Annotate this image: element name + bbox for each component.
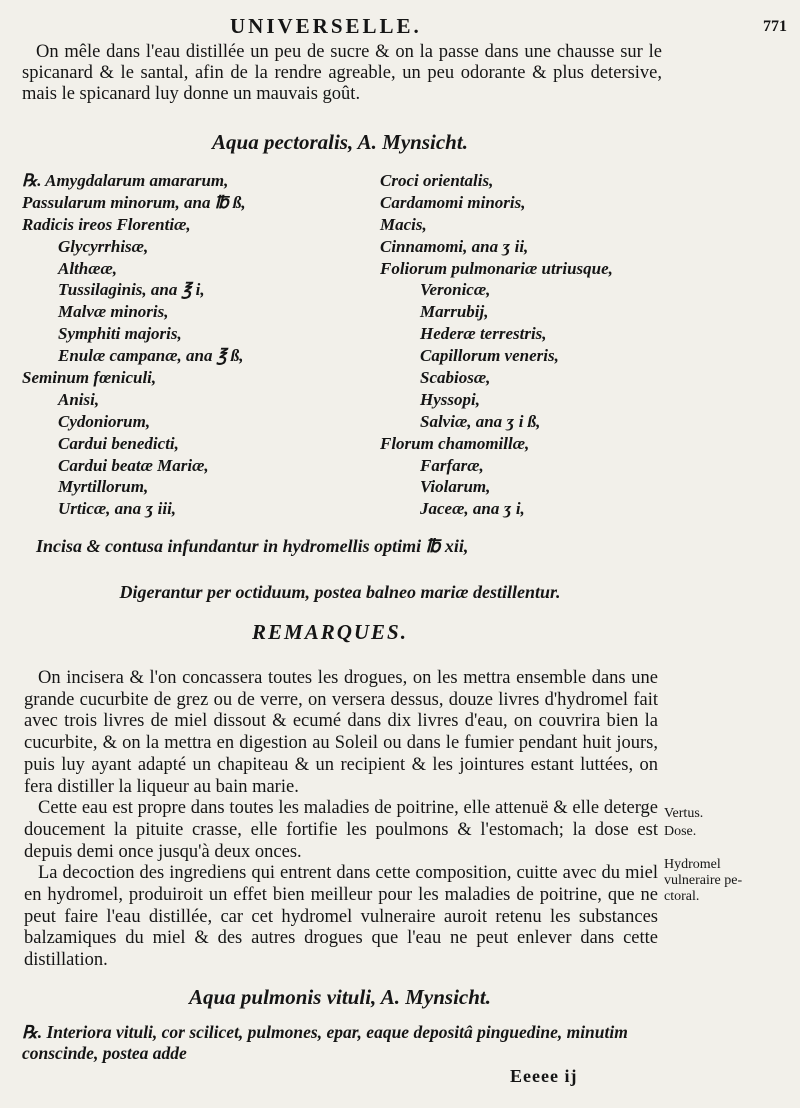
ingredient-item: Croci orientalis, — [380, 171, 494, 190]
ingredient-item: Anisi, — [58, 389, 100, 409]
ingredient-item: Malvæ minoris, — [58, 302, 169, 322]
intro-text: On mêle dans l'eau distillée un peu de sucre & on la passe dans une chausse sur le spicanard & le santal, afin de la rendre agreable, un peu odorante & plus detersive, mais le spicanard luy donne un mauvais goût. — [22, 42, 662, 104]
margin-note-hydromel: Hydromel — [664, 857, 721, 872]
ingredient-item: Salviæ, ana ʒ i ß, — [420, 411, 541, 431]
instruction-infusion: Incisa & contusa infundantur in hydromellis optimi ℔ xii, — [36, 536, 469, 556]
intro-paragraph — [22, 42, 662, 105]
ingredient-item: Cinnamomi, ana ʒ ii, — [380, 236, 529, 256]
margin-note-hydromel: ctoral. — [664, 889, 700, 904]
ingredient-item: Cardui beatæ Mariæ, — [58, 455, 209, 475]
ingredient-item: Urticæ, ana ʒ iii, — [58, 499, 177, 519]
ingredient-item: Capillorum veneris, — [420, 346, 559, 366]
page-header — [0, 12, 800, 40]
margin-note-dose: Dose. — [664, 824, 697, 839]
ingredient-item: Foliorum pulmonariæ utriusque, — [380, 258, 613, 278]
ingredient-item: Jaceæ, ana ʒ i, — [420, 499, 525, 519]
recipe-aqua-pulmonis-text — [22, 1022, 662, 1064]
ingredient-item: Althææ, — [58, 258, 118, 278]
ingredient-item: Marrubij, — [420, 302, 489, 322]
ingredients-list — [22, 170, 662, 530]
remarques-paragraph: On incisera & l'on concassera toutes les drogues, on les mettra ensemble dans une grande cucurbite de grez ou de verre, on versera dessus, douze livres d'hydromel fait avec trois livres de miel dissout & ecumé dans dix livres d'eau, on couvrira bien la cucurbite, & on la mettra en digestion au Soleil ou dans le fumier pendant huit jours, puis luy ayant adapté un chapiteau & un recipient & les jointures estant luttées, on fera distiller la liqueur au bain marie. — [24, 668, 658, 797]
remarques-paragraph: La decoction des ingrediens qui entrent dans cette composition, cuitte avec du miel en hydromel, produiroit un effet bien meilleur pour les maladies de poitrine, que ne peut faire l'eau distillée, car cet hydromel vulneraire auroit retenu les substances balzamiques du miel & des autres drogues que l'eau ne peut enlever dans cette distillation. — [24, 863, 658, 971]
ingredient-item: Cardamomi minoris, — [380, 192, 526, 212]
margin-note-hydromel: vulneraire pe- — [664, 873, 743, 888]
running-title: UNIVERSELLE. — [230, 14, 422, 38]
remarques-paragraph: Cette eau est propre dans toutes les maladies de poitrine, elle attenuë & elle deterge doucement la pituite crasse, elle fortifie les poulmons & l'estomach; la dose est depuis demi once jusqu'à deux onces. — [24, 798, 658, 862]
ingredient-item: Cydoniorum, — [58, 411, 151, 431]
ingredient-item: Veronicæ, — [420, 280, 491, 300]
instruction-distillation: Digerantur per octiduum, postea balneo mariæ destillentur. — [119, 582, 561, 602]
ingredient-item: Enulæ campanæ, ana ℥ ß, — [58, 346, 244, 366]
recipe-title-aqua-pulmonis: Aqua pulmonis vituli, A. Mynsicht. — [188, 985, 492, 1009]
ingredient-item: Myrtillorum, — [58, 477, 149, 497]
ingredient-item: Florum chamomillæ, — [380, 433, 530, 453]
ingredient-item: Farfaræ, — [420, 455, 484, 475]
ingredients-right-column — [380, 170, 680, 520]
ingredient-item: ℞. Amygdalarum amararum, — [22, 171, 229, 190]
ingredient-item: Passularum minorum, ana ℔ ß, — [22, 192, 246, 212]
remarques-body — [24, 668, 658, 972]
ingredient-item: Hyssopi, — [420, 389, 480, 409]
remarques-heading: REMARQUES. — [252, 620, 408, 644]
ingredient-item: Scabiosæ, — [420, 368, 491, 388]
ingredient-item: Hederæ terrestris, — [420, 324, 547, 344]
recipe-text: ℞. Interiora vituli, cor scilicet, pulmones, epar, eaque depositâ pinguedine, minutim conscinde, postea adde — [22, 1022, 628, 1063]
ingredient-item: Macis, — [380, 214, 427, 234]
ingredient-item: Seminum fœniculi, — [22, 368, 157, 388]
ingredient-item: Radicis ireos Florentiæ, — [22, 214, 191, 234]
ingredient-item: Glycyrrhisæ, — [58, 236, 149, 256]
ingredients-left-column — [22, 170, 362, 520]
margin-note-vertus: Vertus. — [664, 806, 704, 821]
ingredient-item: Tussilaginis, ana ℥ i, — [58, 280, 205, 300]
ingredient-item: Symphiti majoris, — [58, 324, 182, 344]
page-number: 771 — [763, 18, 787, 35]
ingredient-item: Cardui benedicti, — [58, 433, 179, 453]
ingredient-item: Violarum, — [420, 477, 491, 497]
recipe-title-aqua-pectoralis: Aqua pectoralis, A. Mynsicht. — [212, 130, 468, 154]
printer-signature: Eeeee ij — [510, 1066, 578, 1086]
